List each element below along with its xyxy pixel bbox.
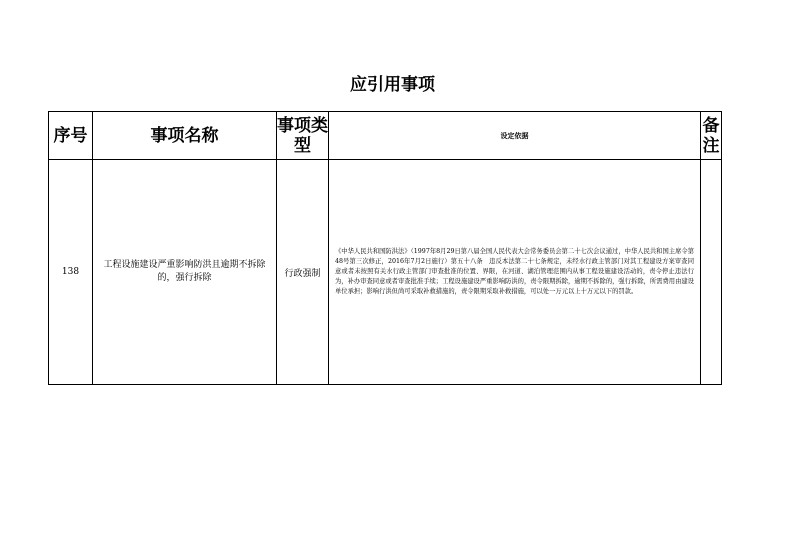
row-type: 行政强制 [277, 160, 329, 385]
row-basis: 《中华人民共和国防洪法》（1997年8月29日第八届全国人民代表大会常务委员会第二十七次会议通过，中华人民共和国主席令第48号第三次修正，2016年7月2日施行）第五十八条 违反本法第二十七条规定，未经水行政主管部门对其工程建设方案审查同意或者未按照有关水行政主管部门审查批准的位置、界限，在河道、湖泊管理范围内从事工程设施建设活动的，责令停止违法行为，补办审查同意或者审查批准手续；工程设施建设严重影响防洪的，责令限期拆除，逾期不拆除的，强行拆除，所需费用由建设单位承担；影响行洪但尚可采取补救措施的，责令限期采取补救措施，可以处一万元以上十万元以下的罚款。 [329, 160, 701, 385]
header-remark: 备注 [701, 112, 722, 160]
table-row [49, 160, 722, 385]
row-index: 138 [49, 160, 93, 385]
page-title: 应引用事项 [350, 75, 435, 95]
header-name: 事项名称 [93, 112, 277, 160]
header-type: 事项类型 [277, 112, 329, 160]
row-name: 工程设施建设严重影响防洪且逾期不拆除的，强行拆除 [93, 160, 277, 385]
header-index: 序号 [49, 112, 93, 160]
header-basis: 设定依据 [329, 112, 701, 160]
table-header-row [49, 112, 722, 160]
matters-table [48, 111, 722, 385]
row-remark [701, 160, 722, 385]
